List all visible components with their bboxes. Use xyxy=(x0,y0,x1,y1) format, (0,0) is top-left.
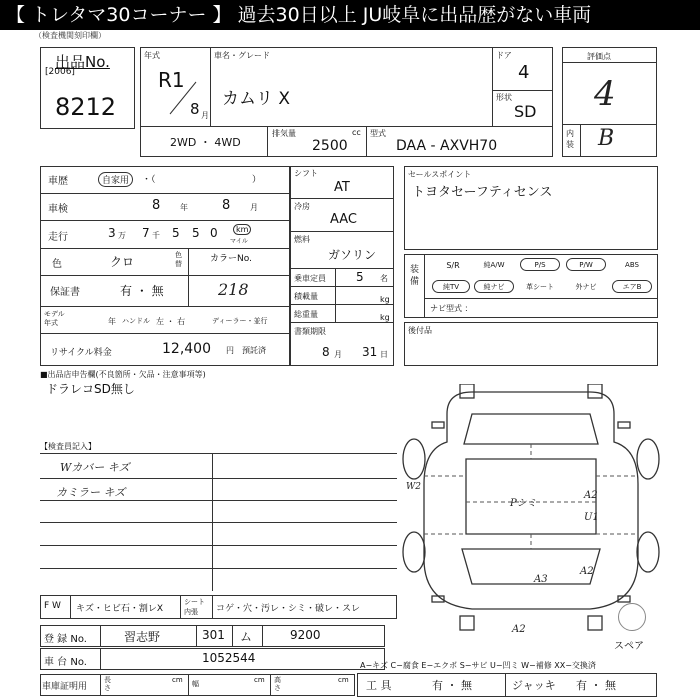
inspection-label: 車検 xyxy=(48,204,68,215)
inspection-year-unit: 年 xyxy=(180,203,188,212)
mileage-label: 走行 xyxy=(48,232,68,243)
tools-value: 有 ・ 無 xyxy=(432,679,472,692)
cert-label: 車庫証明用 xyxy=(42,682,88,692)
recycle-tail: 預託済 xyxy=(242,346,266,355)
load-unit: kg xyxy=(380,295,390,304)
load-label: 積載量 xyxy=(294,292,318,301)
aircon-label: 冷房 xyxy=(294,202,310,211)
shape-label: 形状 xyxy=(496,93,512,102)
capacity-unit: 名 xyxy=(380,274,388,283)
inspection-month-unit: 月 xyxy=(250,203,258,212)
model-year-unit: 年 xyxy=(108,317,116,326)
recycle-value: 12,400 xyxy=(162,341,211,357)
displacement-unit: cc xyxy=(352,128,361,137)
declaration-label: ■出品店申告欄(不良箇所・欠品・注意事項等) xyxy=(40,370,206,379)
navi-label: ナビ型式 ： xyxy=(430,304,473,313)
registration-class: 301 xyxy=(202,628,225,642)
model-value: DAA - AXVH70 xyxy=(396,138,498,154)
doc-deadline-day: 31 xyxy=(362,345,378,359)
seat-text: コゲ・穴・汚レ・シミ・破レ・スレ xyxy=(216,604,361,614)
equipment-item-2: 純A/W xyxy=(483,261,505,269)
spare-tire-icon xyxy=(618,603,646,631)
dealer-label: ディーラー・並行 xyxy=(212,317,268,325)
lot-label: 出品No. xyxy=(55,53,110,71)
color-tag: 色替 xyxy=(175,251,182,268)
shape-value: SD xyxy=(514,102,537,121)
chassis-label: 車 台 No. xyxy=(44,657,87,668)
car-name: カムリ X xyxy=(222,89,291,109)
seat-label2: 内張 xyxy=(184,608,198,616)
mileage-unit2: マイル xyxy=(230,238,248,245)
mileage-unit: km xyxy=(233,224,251,235)
fuel-value: ガソリン xyxy=(328,248,377,262)
inspection-year: 8 xyxy=(152,198,161,213)
left-info-frame xyxy=(40,166,290,366)
history-close: ） xyxy=(252,175,262,185)
diagram-note-5: A2 xyxy=(580,566,594,577)
doc-deadline-month-unit: 月 xyxy=(334,350,342,359)
equipment-item-8: 革シート xyxy=(526,283,554,291)
mileage-d4: 5 xyxy=(192,226,200,240)
cert-width-unit: cm xyxy=(254,676,265,684)
cert-length-label: 長さ xyxy=(104,676,111,692)
color-value: クロ xyxy=(110,255,135,269)
registration-kana: ム xyxy=(240,630,253,644)
inspector-note-1: Wカバー キズ xyxy=(60,461,130,474)
model-label: 型式 xyxy=(370,129,386,138)
score-value: 4 xyxy=(594,74,616,114)
declaration-value: ドラレコSD無し xyxy=(46,382,135,396)
history-dot: ・（ xyxy=(142,175,156,185)
seat-label: シート xyxy=(184,598,205,606)
mileage-u2: 千 xyxy=(152,231,160,240)
mileage-d3: 5 xyxy=(172,226,180,240)
diagram-note-6: A2 xyxy=(512,624,526,635)
jack-value: 有 ・ 無 xyxy=(576,679,616,692)
inspector-label: 【検査員記入】 xyxy=(40,442,96,451)
registration-label: 登 録 No. xyxy=(44,634,87,645)
equipment-item-10: エアB xyxy=(612,280,652,293)
mileage-d1: 3 xyxy=(108,226,116,240)
banner-text: 【 トレタマ30コーナー 】 過去30日以上 JU岐阜に出品歴がない車両 xyxy=(6,4,592,26)
equipment-item-7: 純ナビ xyxy=(474,280,514,293)
shift-label: シフト xyxy=(294,169,318,178)
equipment-item-5: ABS xyxy=(625,261,639,269)
model-year-label: モデル年式 xyxy=(44,310,65,327)
banner xyxy=(0,0,700,30)
diagram-note-2: A2 xyxy=(584,490,598,501)
lot-box xyxy=(40,47,135,129)
year-month-unit: 月 xyxy=(201,111,209,120)
diagram-note-3: U1 xyxy=(584,512,599,523)
damage-legend: A−キズ C−腐食 E−エクボ S−サビ U−凹ミ W−補修 XX−交換済 xyxy=(360,661,596,670)
year-era: R1 xyxy=(158,68,185,92)
cert-length-unit: cm xyxy=(172,676,183,684)
lot-code: [2006] xyxy=(45,67,75,77)
equipment-item-3: P/S xyxy=(520,258,560,271)
interior-value: B xyxy=(598,126,615,151)
fw-text: キズ・ヒビ石・割レX xyxy=(76,604,163,614)
aircon-value: AAC xyxy=(330,212,357,227)
equipment-item-4: P/W xyxy=(566,258,606,271)
diagram-note-4: A3 xyxy=(534,574,548,585)
fuel-label: 燃料 xyxy=(294,235,310,244)
equipment-item-1: S/R xyxy=(446,261,460,270)
after-items-label: 後付品 xyxy=(408,326,432,335)
shift-value: AT xyxy=(334,180,350,195)
mileage-u1: 万 xyxy=(118,231,126,240)
sales-point-label: セールスポイント xyxy=(408,170,472,179)
drive-label: 2WD ・ 4WD xyxy=(170,136,241,149)
color-no: 218 xyxy=(218,280,249,299)
equipment-label: 装備 xyxy=(410,265,420,287)
displacement-label: 排気量 xyxy=(272,129,296,138)
diagram-note-7: W2 xyxy=(406,482,421,492)
mileage-d2: 7 xyxy=(142,226,150,240)
registration-place: 習志野 xyxy=(124,630,161,644)
registration-number: 9200 xyxy=(290,628,321,642)
diagram-note-1: Pシミ xyxy=(510,498,537,509)
tools-label: 工 具 xyxy=(366,679,392,692)
doc-deadline-month: 8 xyxy=(322,345,330,359)
displacement-value: 2500 xyxy=(312,138,348,154)
recycle-label: リサイクル料金 xyxy=(50,348,112,358)
inspection-month: 8 xyxy=(222,198,231,213)
mileage-d5: 0 xyxy=(210,226,218,240)
door-value: 4 xyxy=(518,62,530,83)
car-label: 車名・グレード xyxy=(214,51,270,60)
warranty-value: 有 ・ 無 xyxy=(120,284,164,298)
weight-unit: kg xyxy=(380,313,390,322)
score-label: 評価点 xyxy=(587,52,611,61)
inspector-note-2: カミラー キズ xyxy=(56,486,126,499)
year-month: 8 xyxy=(190,100,200,118)
after-items-box xyxy=(404,322,658,366)
jack-label: ジャッキ xyxy=(512,679,556,692)
recycle-unit: 円 xyxy=(226,346,234,355)
chassis-number: 1052544 xyxy=(202,651,256,665)
handle-label: ハンドル xyxy=(122,317,150,325)
year-label: 年式 xyxy=(144,51,160,60)
doc-deadline-day-unit: 日 xyxy=(380,350,388,359)
lot-number: 8212 xyxy=(55,93,117,121)
cert-height-label: 高さ xyxy=(274,676,281,692)
capacity-label: 乗車定員 xyxy=(294,274,326,283)
spare-label: スペア xyxy=(614,641,644,652)
sub-header: （検査機関刻印欄） xyxy=(34,31,106,40)
equipment-item-6: 純TV xyxy=(432,280,470,293)
door-label: ドア xyxy=(496,51,512,60)
weight-label: 総重量 xyxy=(294,310,318,319)
history-value: 自家用 xyxy=(98,172,133,187)
history-label: 車歴 xyxy=(48,176,68,187)
color-no-label: カラーNo. xyxy=(210,254,252,264)
capacity-value: 5 xyxy=(356,270,364,284)
car-diagram xyxy=(402,384,660,636)
warranty-label: 保証書 xyxy=(50,287,80,298)
fw-label: F W xyxy=(44,601,61,611)
cert-width-label: 幅 xyxy=(192,680,199,688)
interior-label: 内装 xyxy=(566,129,574,149)
color-label: 色 xyxy=(52,259,62,270)
equipment-item-9: 外ナビ xyxy=(575,283,597,291)
doc-deadline-label: 書類期限 xyxy=(294,327,326,336)
handle-lr: 左 ・ 右 xyxy=(156,317,186,326)
sales-point-value: トヨタセーフティセンス xyxy=(412,185,553,200)
cert-height-unit: cm xyxy=(338,676,349,684)
